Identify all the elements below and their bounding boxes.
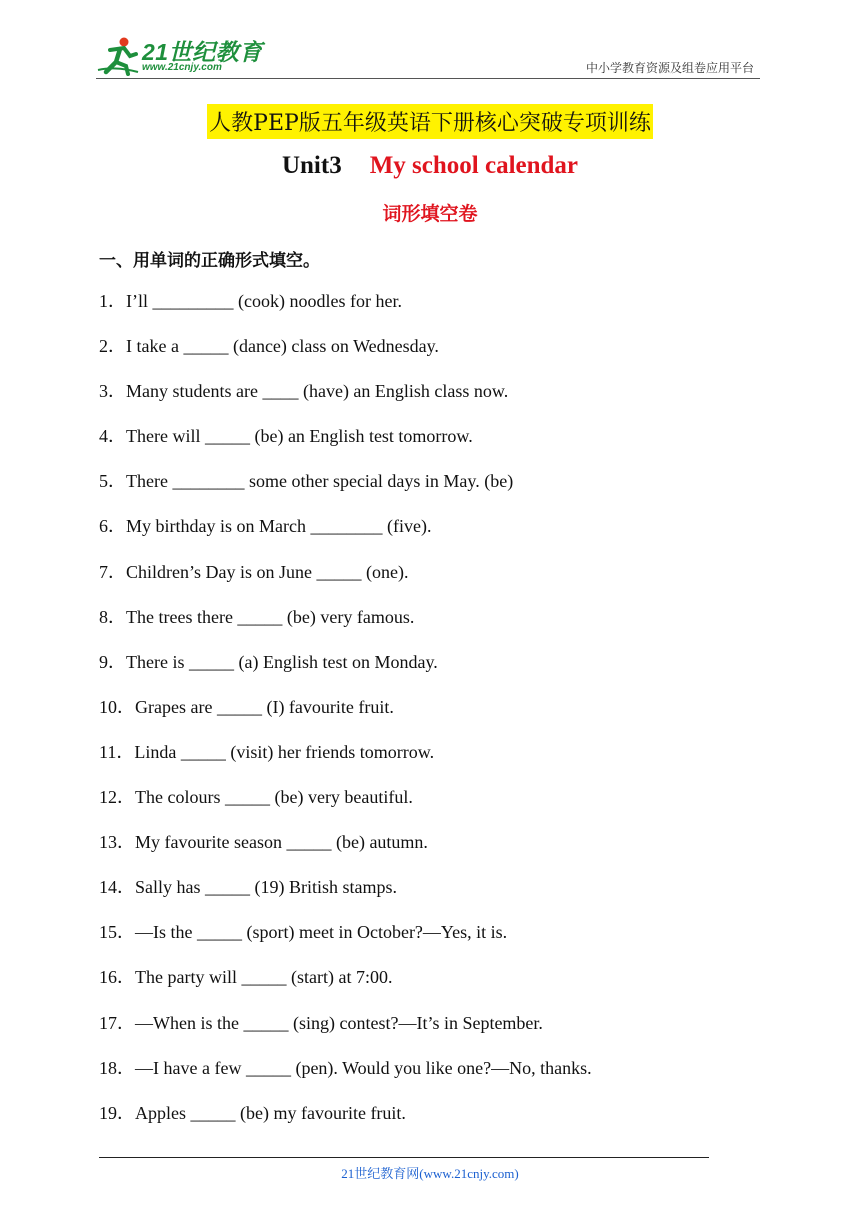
question-text: Grapes are _____ (I) favourite fruit. [135, 696, 394, 717]
question-number: 16． [99, 967, 135, 988]
question-text: Sally has _____ (19) British stamps. [135, 877, 397, 898]
question-text: Many students are ____ (have) an English class now. [126, 381, 509, 402]
question-number: 9． [99, 651, 126, 672]
question-item [99, 376, 739, 421]
question-item [99, 1053, 739, 1098]
question-number: 11． [99, 741, 135, 762]
question-item [99, 827, 739, 872]
document-title-wrap [0, 104, 860, 139]
question-item [99, 647, 739, 692]
question-text: Linda _____ (visit) her friends tomorrow. [134, 741, 435, 762]
site-logo[interactable] [96, 32, 266, 78]
question-item [99, 602, 739, 647]
question-item [99, 782, 739, 827]
question-text: —When is the _____ (sing) contest?—It’s in September. [135, 1012, 543, 1033]
question-item [99, 511, 739, 556]
question-item [99, 872, 739, 917]
question-number: 6． [99, 516, 126, 537]
question-number: 1． [99, 291, 126, 311]
question-number: 10． [99, 696, 135, 717]
question-number: 8． [99, 606, 126, 627]
question-text: —I have a few _____ (pen). Would you like one?—No, thanks. [135, 1057, 592, 1078]
question-text: —Is the _____ (sport) meet in October?—Yes, it is. [135, 922, 508, 943]
question-text: There ________ some other special days in May. (be) [126, 471, 514, 492]
question-text: My favourite season _____ (be) autumn. [135, 832, 428, 853]
question-number: 19． [99, 1102, 135, 1123]
question-item [99, 1098, 739, 1143]
footer-divider [99, 1157, 709, 1158]
question-number: 15． [99, 922, 135, 943]
question-text: The party will _____ (start) at 7:00. [135, 967, 393, 988]
question-text: There will _____ (be) an English test tomorrow. [126, 426, 473, 447]
question-text: There is _____ (a) English test on Monday. [126, 651, 438, 672]
unit-number: Unit3 [281, 152, 342, 179]
question-text: I take a _____ (dance) class on Wednesday. [126, 336, 439, 357]
document-title: 人教PEP版五年级英语下册核心突破专项训练 [207, 104, 653, 139]
question-list [99, 286, 739, 1143]
question-item [99, 917, 739, 962]
runner-logo-icon [96, 36, 140, 76]
question-number: 3． [99, 381, 126, 402]
question-item [99, 421, 739, 466]
question-item [99, 1008, 739, 1053]
logo-title: 21世纪教育 [142, 39, 263, 65]
question-number: 12． [99, 787, 135, 808]
question-number: 17． [99, 1012, 135, 1033]
question-item [99, 962, 739, 1007]
question-item [99, 331, 739, 376]
question-item [99, 286, 739, 331]
question-number: 14． [99, 877, 135, 898]
section-title: 一、用单词的正确形式填空。 [99, 251, 320, 271]
question-number: 7． [99, 561, 126, 582]
question-item [99, 557, 739, 602]
question-number: 5． [99, 471, 126, 492]
question-text: I’ll _________ (cook) noodles for her. [126, 291, 402, 311]
logo-url: www.21cnjy.com [142, 62, 222, 73]
question-text: My birthday is on March ________ (five). [126, 516, 432, 537]
question-number: 13． [99, 832, 135, 853]
question-text: Children’s Day is on June _____ (one). [126, 561, 409, 582]
question-item [99, 737, 739, 782]
question-item [99, 692, 739, 737]
question-item [99, 466, 739, 511]
question-text: Apples _____ (be) my favourite fruit. [135, 1102, 406, 1123]
unit-heading [0, 152, 860, 180]
question-text: The trees there _____ (be) very famous. [126, 606, 415, 627]
question-number: 4． [99, 426, 126, 447]
question-number: 18． [99, 1057, 135, 1078]
question-number: 2． [99, 336, 126, 357]
footer-link[interactable]: 21世纪教育网(www.21cnjy.com) [341, 1166, 519, 1181]
page-header [96, 32, 760, 82]
platform-name: 中小学教育资源及组卷应用平台 [585, 61, 754, 75]
worksheet-subtitle: 词形填空卷 [382, 203, 478, 225]
header-divider [96, 78, 760, 79]
unit-title: My school calendar [369, 152, 579, 179]
question-text: The colours _____ (be) very beautiful. [135, 787, 413, 808]
